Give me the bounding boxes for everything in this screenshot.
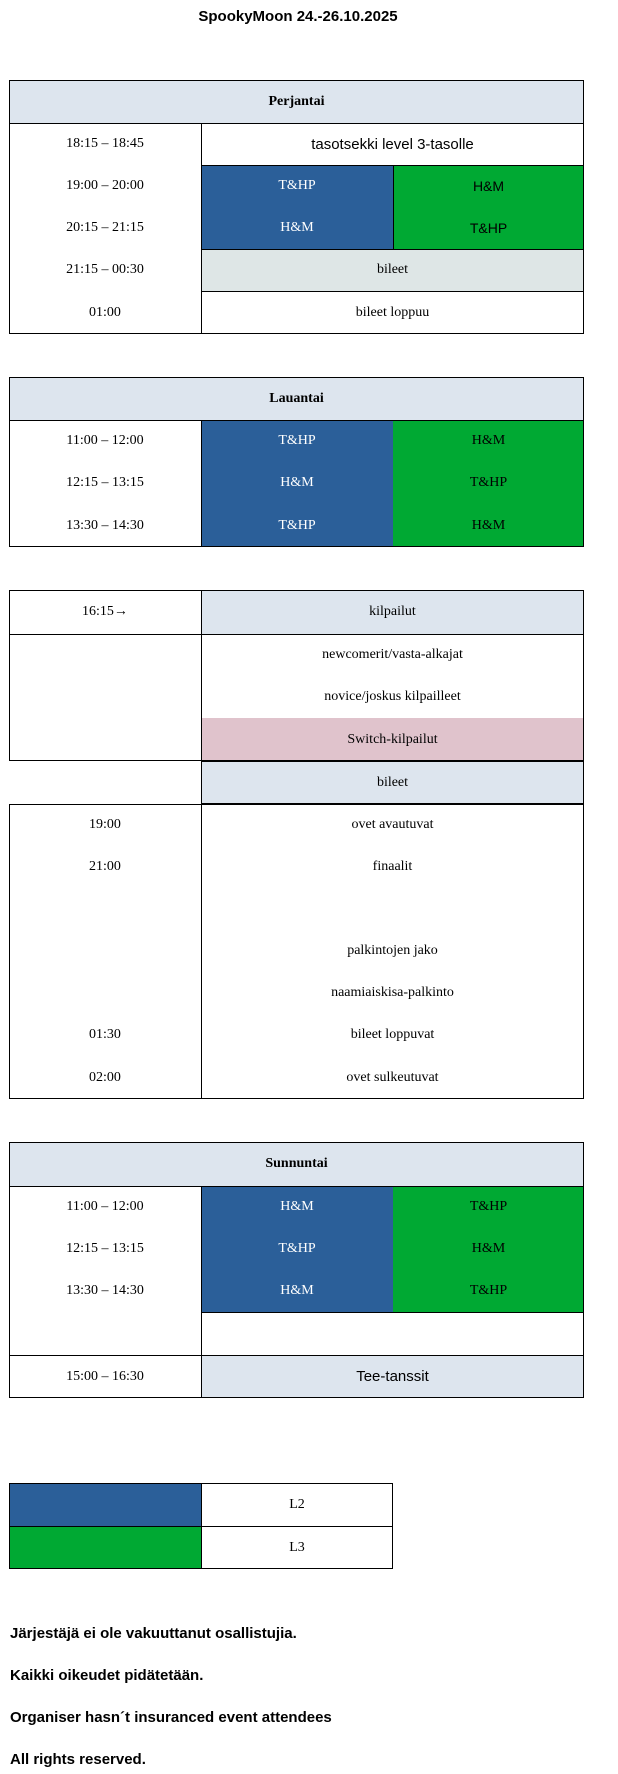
friday-time: 18:15 – 18:45 [66, 136, 144, 151]
saturday-time: 13:30 – 14:30 [66, 517, 144, 533]
sunday-time: 11:00 – 12:00 [66, 1199, 144, 1214]
friday-header: Perjantai [9, 80, 584, 123]
saturday-l2-class: H&M [201, 462, 393, 504]
party-header: bileet [201, 761, 584, 804]
party-event: ovet sulkeutuvat [346, 1069, 439, 1085]
saturday-time: 11:00 – 12:00 [66, 433, 144, 448]
legend-label-l2: L2 [289, 1496, 305, 1512]
saturday-l2-class: T&HP [201, 420, 393, 462]
competition-item: novice/joskus kilpailleet [324, 689, 461, 704]
sunday-header: Sunnuntai [9, 1142, 584, 1186]
note-no-insurance-en: Organiser hasn´t insuranced event attendees [10, 1709, 332, 1726]
party-time: 19:00 [89, 817, 121, 832]
saturday-l2-class: T&HP [201, 504, 393, 547]
party-time [9, 930, 201, 972]
legend-label-l3: L3 [289, 1539, 305, 1555]
sunday-time: 12:15 – 13:15 [66, 1241, 144, 1256]
party-time: 21:00 [89, 859, 121, 874]
party-time: 02:00 [89, 1069, 121, 1085]
party-event: naamiaiskisa-palkinto [331, 985, 454, 1000]
saturday-time: 12:15 – 13:15 [66, 475, 144, 490]
saturday-l3-class: H&M [393, 504, 584, 547]
party-event: palkintojen jako [347, 943, 438, 958]
tea-dance-time: 15:00 – 16:30 [66, 1368, 144, 1384]
note-no-insurance-fi: Järjestäjä ei ole vakuuttanut osallistujia. [10, 1625, 297, 1642]
party-event: finaalit [372, 859, 413, 874]
competitions-header: kilpailut [201, 590, 584, 634]
friday-event: bileet loppuu [355, 304, 430, 320]
note-rights-en: All rights reserved. [10, 1751, 146, 1768]
saturday-l3-class: H&M [393, 420, 584, 462]
friday-time: 21:15 – 00:30 [66, 262, 144, 277]
sunday-l3-class: T&HP [393, 1270, 584, 1312]
friday-l3-class: H&M [393, 165, 584, 207]
sunday-time: 13:30 – 14:30 [66, 1283, 144, 1298]
sunday-l2-class: H&M [201, 1270, 393, 1312]
party-time: 01:30 [89, 1027, 121, 1042]
friday-time: 01:00 [89, 304, 121, 320]
saturday-l3-class: T&HP [393, 462, 584, 504]
sunday-l3-class: T&HP [393, 1186, 584, 1228]
competition-item: newcomerit/vasta-alkajat [322, 647, 463, 662]
sunday-l3-class: H&M [393, 1228, 584, 1270]
legend-swatch-blue [9, 1483, 201, 1526]
competitions-time: 16:15→ [82, 604, 128, 619]
note-rights-fi: Kaikki oikeudet pidätetään. [10, 1667, 204, 1684]
tea-dance-event: Tee-tanssit [201, 1355, 584, 1398]
friday-l3-class: T&HP [393, 207, 584, 249]
party-event: ovet avautuvat [351, 817, 434, 832]
friday-time: 20:15 – 21:15 [66, 220, 144, 235]
saturday-header: Lauantai [9, 377, 584, 420]
sunday-l2-class: T&HP [201, 1228, 393, 1270]
friday-event: tasotsekki level 3-tasolle [311, 135, 474, 153]
friday-l2-class: H&M [201, 207, 393, 249]
friday-event: bileet [201, 249, 584, 291]
friday-time: 19:00 – 20:00 [66, 178, 144, 193]
party-event: bileet loppuvat [350, 1027, 435, 1042]
party-time [9, 972, 201, 1014]
legend-swatch-green [9, 1526, 201, 1569]
switch-competition: Switch-kilpailut [201, 718, 584, 761]
sunday-l2-class: H&M [201, 1186, 393, 1228]
friday-l2-class: T&HP [201, 165, 393, 207]
page-title: SpookyMoon 24.-26.10.2025 [198, 8, 398, 25]
